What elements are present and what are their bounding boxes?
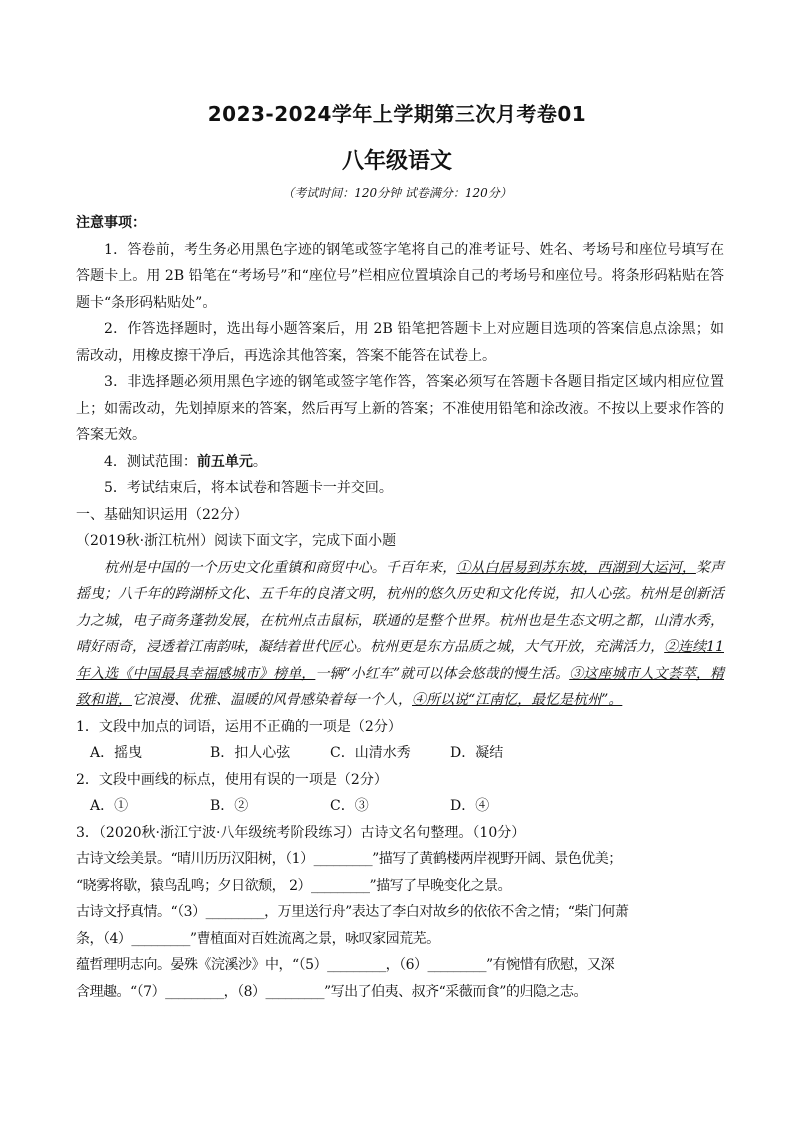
passage-text-4: 它浪漫、优雅、温暖的风骨感染着每一个人， <box>132 692 412 708</box>
question-3-line-3: 古诗文抒真情。“（3）_________，万里送行舟”表达了李白对故乡的依依不舍之情；“柴门何萧 <box>76 904 629 920</box>
question-3-line-2: “晓雾将歇，猿鸟乱鸣；夕日欲颓， 2）_________”描写了早晚变化之景。 <box>76 877 512 894</box>
question-2-stem: 2．文段中画线的标点，使用有误的一项是（2分） <box>76 771 388 788</box>
subject-title: 八年级语文 <box>341 149 452 174</box>
question-1-options <box>76 740 724 767</box>
question-3-line-5: 蕴哲理明志向。晏殊《浣溪沙》中，“（5）_________，（6）_________”有惋惜有欣慰，又深 <box>76 957 615 973</box>
question-1-stem: 1．文段中加点的词语，运用不正确的一项是（2分） <box>76 718 402 735</box>
notice-item-1: 1．答卷前，考生务必用黑色字迹的钢笔或签字笔将自己的准考证号、姓名、考场号和座位号填写在答题卡上。用 2B 铅笔在“考场号”和“座位号”栏相应位置填涂自己的考场号和座位号。将条形码粘贴在答题卡“条形码粘贴处”。 <box>76 241 724 311</box>
exam-title: 2023-2024学年上学期第三次月考卷01 <box>207 102 587 126</box>
q2-option-b: B．② <box>210 798 249 814</box>
notice-heading: 注意事项： <box>76 215 146 231</box>
q2-option-d: D．④ <box>450 798 490 814</box>
notice-item-4-scope: 前五单元 <box>196 453 253 470</box>
passage-source: （2019秋·浙江杭州）阅读下面文字，完成下面小题 <box>76 533 397 549</box>
passage-text-1: 杭州是中国的一个历史文化重镇和商贸中心。千百年来， <box>104 559 457 576</box>
notice-item-4-suffix: 。 <box>252 453 267 470</box>
notice-item-4 <box>76 449 724 476</box>
underlined-sentence-3: ③这座城市人文荟萃，精致和谐， <box>76 665 725 708</box>
notice-item-2: 2．作答选择题时，选出每小题答案后，用 2B 铅笔把答题卡上对应题目选项的答案信息点涂黑；如需改动，用橡皮擦干净后，再选涂其他答案，答案不能答在试卷上。 <box>76 321 724 364</box>
section-heading: 一、基础知识运用（22分） <box>76 506 248 523</box>
q2-option-c: C．③ <box>330 798 369 814</box>
question-2-options <box>76 793 724 820</box>
passage-text-2: 桨声摇曳；八千年的跨湖桥文化、五千年的良渚文明，杭州的悠久历史和文化传说，扣人心弦。杭州是创新活力之城，电子商务蓬勃发展，在杭州点击鼠标，联通的是整个世界。杭州也是生态文明之都，山清水秀，晴好雨奇，浸透着江南韵味，凝结着世代匠心。杭州更是东方品质之城，大气开放，充满活力， <box>76 559 725 655</box>
underlined-sentence-1: ①从白居易到苏东坡，西湖到大运河， <box>456 559 696 576</box>
notice-item-5: 5．考试结束后，将本试卷和答题卡一并交回。 <box>104 480 393 496</box>
exam-info: （考试时间：120分钟 试卷满分：120分） <box>282 186 512 200</box>
q2-option-a: A．① <box>90 798 129 814</box>
reading-passage <box>76 555 724 714</box>
question-3-line-6: 含理趣。“（7）_________，（8）_________”写出了伯夷、叔齐“采薇而食”的归隐之志。 <box>76 983 587 1000</box>
q1-option-d: D．凝结 <box>450 745 504 761</box>
exam-content <box>76 210 724 1005</box>
notice-item-4-prefix: 4．测试范围： <box>104 453 197 470</box>
question-3-stem: 3．（2020秋·浙江宁波·八年级统考阶段练习）古诗文名句整理。（10分） <box>76 824 526 841</box>
question-3-line-4: 条，（4）_________”曹植面对百姓流离之景，咏叹家园荒芜。 <box>76 930 440 947</box>
question-3-line-1: 古诗文绘美景。“晴川历历汉阳树，（1）_________”描写了黄鹤楼两岸视野开阔、景色优美； <box>76 851 622 867</box>
notice-item-3: 3．非选择题必须用黑色字迹的钢笔或签字笔作答，答案必须写在答题卡各题目指定区域内相应位置上；如需改动，先划掉原来的答案，然后再写上新的答案；不准使用铅笔和涂改液。不按以上要求作答的答案无效。 <box>76 374 724 443</box>
q1-option-b: B．扣人心弦 <box>210 745 291 761</box>
passage-text-3: 一辆“小红车”就可以体会悠哉的慢生活。 <box>315 665 570 682</box>
q1-option-c: C．山清水秀 <box>330 745 411 761</box>
underlined-sentence-2: ②连续11年入选《中国最具幸福感城市》榜单， <box>76 639 724 682</box>
q1-option-a: A．摇曳 <box>90 745 143 761</box>
underlined-sentence-4: ④所以说“江南忆，最忆是杭州”。 <box>412 692 623 708</box>
